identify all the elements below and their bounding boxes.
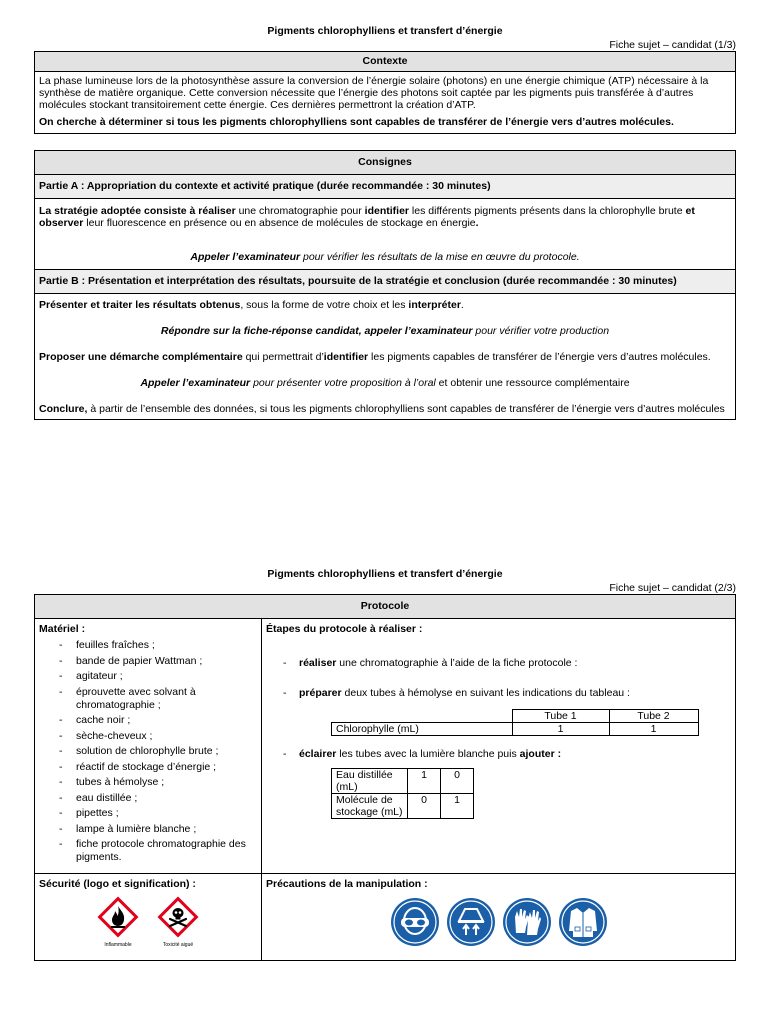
materiel-column: [35, 619, 262, 873]
partie-b-propose: Proposer une démarche complémentaire qui permettrait d’identifier les pigments capables de transférer de l’énergie vers d’autres molécules.: [39, 351, 711, 363]
materiel-item: - feuilles fraîches ;: [76, 639, 257, 652]
materiel-item: - eau distillée ;: [76, 792, 257, 805]
partie-b-respond: Répondre sur la fiche-réponse candidat, appeler l’examinateur pour vérifier votre production: [160, 325, 610, 337]
flame-icon: [97, 896, 139, 938]
eau-label: Eau distillée (mL): [332, 769, 408, 794]
ghs-pictograms: [39, 896, 257, 948]
securite-row: [35, 874, 735, 960]
molecule-tube2: 1: [441, 794, 474, 819]
mandatory-pictograms: [266, 897, 731, 947]
materiel-item: - sèche-cheveux ;: [76, 730, 257, 743]
partie-b-heading: Partie B : Présentation et interprétation des résultats, poursuite de la stratégie et conclusion (durée recommandée : 30 minutes): [35, 269, 735, 294]
step-eclairer: - éclairer les tubes avec la lumière blanche puis ajouter :: [266, 748, 731, 760]
partie-a-call: Appeler l’examinateur pour vérifier les résultats de la mise en œuvre du protocole.: [190, 251, 580, 263]
consignes-heading: Consignes: [35, 151, 735, 175]
tubes-table: [331, 709, 699, 736]
etapes-title: Étapes du protocole à réaliser :: [266, 623, 423, 635]
materiel-list: [39, 639, 257, 864]
protocole-main-row: [35, 619, 735, 874]
securite-column: [35, 874, 262, 960]
partie-b-oral: Appeler l’examinateur pour présenter votre proposition à l’oral et obtenir une ressource complémentaire: [140, 377, 630, 389]
consignes-box: [34, 150, 736, 420]
materiel-item: - solution de chlorophylle brute ;: [76, 745, 257, 758]
molecule-label: Molécule de stockage (mL): [332, 794, 408, 819]
contexte-heading: Contexte: [35, 52, 735, 72]
precautions-column: [262, 874, 735, 960]
partie-b-conclude: Conclure, à partir de l’ensemble des données, si tous les pigments chlorophylliens sont capables de transférer de l’énergie vers d’autres molécules: [39, 403, 725, 415]
contexte-box: [34, 51, 736, 134]
materiel-item: - tubes à hémolyse ;: [76, 776, 257, 789]
eau-tube2: 0: [441, 769, 474, 794]
step-preparer: - préparer deux tubes à hémolyse en suivant les indications du tableau :: [266, 687, 731, 699]
etapes-column: [262, 619, 735, 873]
fiche-label: Fiche sujet – candidat (1/3): [609, 39, 736, 51]
eau-tube1: 1: [408, 769, 441, 794]
table-row: [332, 794, 474, 819]
partie-a-strategy: La stratégie adoptée consiste à réaliser une chromatographie pour identifier les différents pigments présents dans la chlorophylle brute et observer leur fluorescence en présence ou en absence de molécules de stockage en énergie.: [39, 205, 695, 229]
contexte-question: On cherche à déterminer si tous les pigments chlorophylliens sont capables de transférer de l’énergie vers d’autres molécules.: [39, 116, 674, 128]
chlorophylle-tube1: 1: [512, 723, 609, 736]
partie-a-heading: Partie A : Appropriation du contexte et activité pratique (durée recommandée : 30 minutes): [35, 175, 735, 199]
protocole-box: [34, 594, 736, 961]
fume-hood-icon: [446, 897, 496, 947]
tube1-header: Tube 1: [512, 710, 609, 723]
document-title-2: Pigments chlorophylliens et transfert d’énergie: [267, 568, 503, 580]
precautions-title: Précautions de la manipulation :: [266, 878, 428, 890]
materiel-title: Matériel :: [39, 623, 86, 635]
materiel-item: - cache noir ;: [76, 714, 257, 727]
materiel-item: - pipettes ;: [76, 807, 257, 820]
goggles-icon: [390, 897, 440, 947]
table-row: [332, 769, 474, 794]
page-2: [34, 568, 736, 961]
table-row: [332, 723, 699, 736]
protocole-heading: Protocole: [35, 595, 735, 619]
gloves-icon: [502, 897, 552, 947]
ajout-table: [331, 768, 474, 819]
materiel-item: - bande de papier Wattman ;: [76, 655, 257, 668]
document-title: Pigments chlorophylliens et transfert d’énergie: [267, 25, 503, 37]
partie-b-present: Présenter et traiter les résultats obtenus, sous la forme de votre choix et les interpréter.: [39, 299, 464, 311]
materiel-item: - fiche protocole chromatographie des pigments.: [76, 838, 257, 864]
contexte-paragraph: La phase lumineuse lors de la photosynthèse assure la conversion de l’énergie solaire (photons) en une énergie chimique (ATP) nécessaire à la synthèse de matière organique. Cette conversion nécessite que l’énergie des photons soit captée par les pigments puis transférée à d’autres molécules stockant transitoirement cette énergie. Ces dernières permettront la création d’ATP.: [39, 75, 709, 111]
materiel-item: - agitateur ;: [76, 670, 257, 683]
step-chromatographie: - réaliser une chromatographie à l’aide de la fiche protocole :: [266, 657, 731, 669]
ghs-toxic: [153, 896, 203, 948]
skull-icon: [157, 896, 199, 938]
ghs1-caption: Inflammable: [104, 942, 132, 948]
page-1: [34, 25, 736, 420]
materiel-item: - réactif de stockage d’énergie ;: [76, 761, 257, 774]
securite-title: Sécurité (logo et signification) :: [39, 878, 196, 890]
lab-coat-icon: [558, 897, 608, 947]
ghs2-caption: Toxicité aiguë: [162, 942, 194, 948]
materiel-item: - lampe à lumière blanche ;: [76, 823, 257, 836]
molecule-tube1: 0: [408, 794, 441, 819]
chlorophylle-tube2: 1: [609, 723, 698, 736]
ghs-flammable: [93, 896, 143, 948]
fiche-label-2: Fiche sujet – candidat (2/3): [609, 582, 736, 594]
materiel-item: - éprouvette avec solvant à chromatographie ;: [76, 686, 257, 712]
tube2-header: Tube 2: [609, 710, 698, 723]
chlorophylle-label: Chlorophylle (mL): [332, 723, 513, 736]
